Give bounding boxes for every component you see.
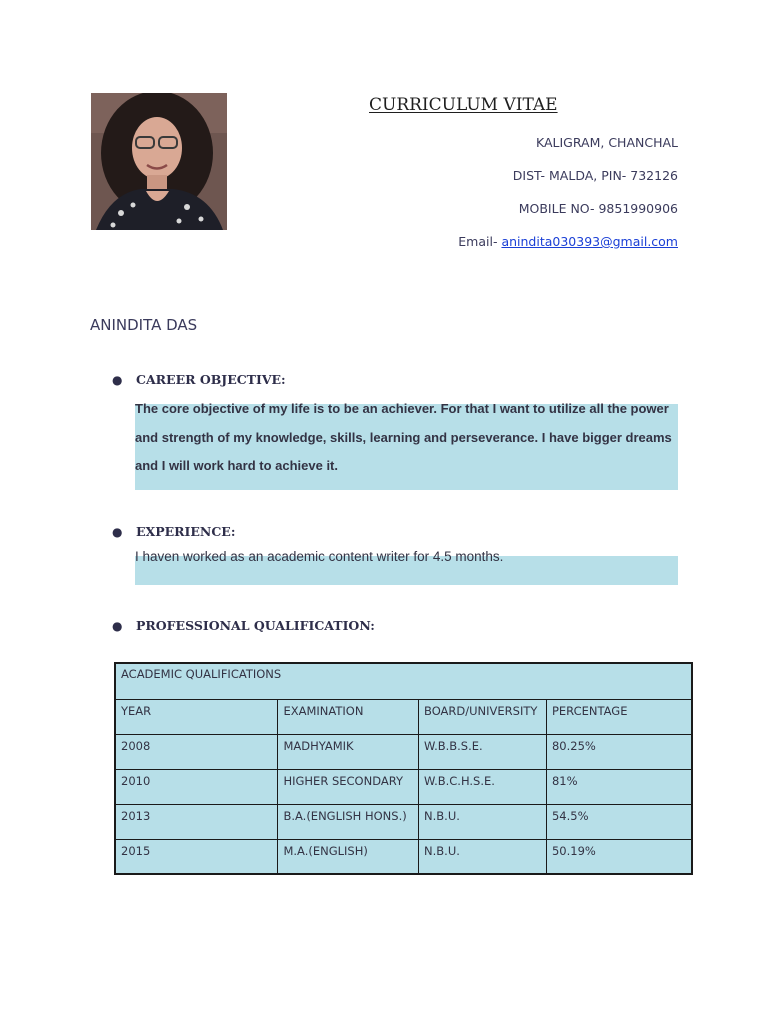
bullet-icon: ● [112, 373, 123, 387]
table-cell: N.B.U. [419, 839, 547, 874]
experience-heading [112, 524, 235, 539]
table-header-row [115, 699, 692, 734]
table-cell: B.A.(ENGLISH HONS.) [278, 804, 419, 839]
career-objective-block [135, 401, 678, 490]
table-caption-row [115, 663, 692, 699]
email-line [458, 234, 678, 249]
document-title: CURRICULUM VITAE [369, 95, 558, 115]
mobile-number: MOBILE NO- 9851990906 [518, 201, 678, 216]
table-row [115, 734, 692, 769]
career-objective-heading-label: CAREER OBJECTIVE: [136, 372, 286, 387]
email-label: Email- [458, 234, 502, 249]
table-header-cell: EXAMINATION [278, 699, 419, 734]
bullet-icon: ● [112, 525, 123, 539]
academic-qualifications-table [114, 662, 693, 875]
professional-qualification-heading-label: PROFESSIONAL QUALIFICATION: [136, 618, 375, 633]
table-row [115, 839, 692, 874]
table-header-cell: YEAR [115, 699, 278, 734]
table-cell: N.B.U. [419, 804, 547, 839]
experience-text: I haven worked as an academic content writer for 4.5 months. [135, 549, 504, 564]
experience-block [135, 549, 678, 585]
table-cell: 81% [546, 769, 692, 804]
table-cell: 54.5% [546, 804, 692, 839]
table-cell: M.A.(ENGLISH) [278, 839, 419, 874]
professional-qualification-heading [112, 618, 375, 633]
experience-heading-label: EXPERIENCE: [136, 524, 236, 539]
table-cell: 2013 [115, 804, 278, 839]
career-objective-heading [112, 372, 286, 387]
career-objective-text: The core objective of my life is to be an achiever. For that I want to utilize all the power and strength of my knowledge, skills, learning and perseverance. I have bigger dreams and I will work hard to achieve it. [135, 401, 672, 473]
profile-photo-image [91, 93, 227, 230]
table-cell: 2010 [115, 769, 278, 804]
address-line-2: DIST- MALDA, PIN- 732126 [512, 168, 678, 183]
table-cell: MADHYAMIK [278, 734, 419, 769]
table-cell: HIGHER SECONDARY [278, 769, 419, 804]
candidate-name: ANINDITA DAS [90, 316, 198, 334]
table-header-cell: BOARD/UNIVERSITY [419, 699, 547, 734]
table-cell: 2015 [115, 839, 278, 874]
table-cell: W.B.C.H.S.E. [419, 769, 547, 804]
profile-photo [91, 93, 227, 230]
table-cell: W.B.B.S.E. [419, 734, 547, 769]
table-caption: ACADEMIC QUALIFICATIONS [115, 663, 692, 699]
table-row [115, 804, 692, 839]
address-line-1: KALIGRAM, CHANCHAL [536, 135, 678, 150]
table-header-cell: PERCENTAGE [546, 699, 692, 734]
table-cell: 80.25% [546, 734, 692, 769]
bullet-icon: ● [112, 619, 123, 633]
email-link[interactable]: anindita030393@gmail.com [501, 234, 678, 249]
table-cell: 2008 [115, 734, 278, 769]
table-cell: 50.19% [546, 839, 692, 874]
table-row [115, 769, 692, 804]
